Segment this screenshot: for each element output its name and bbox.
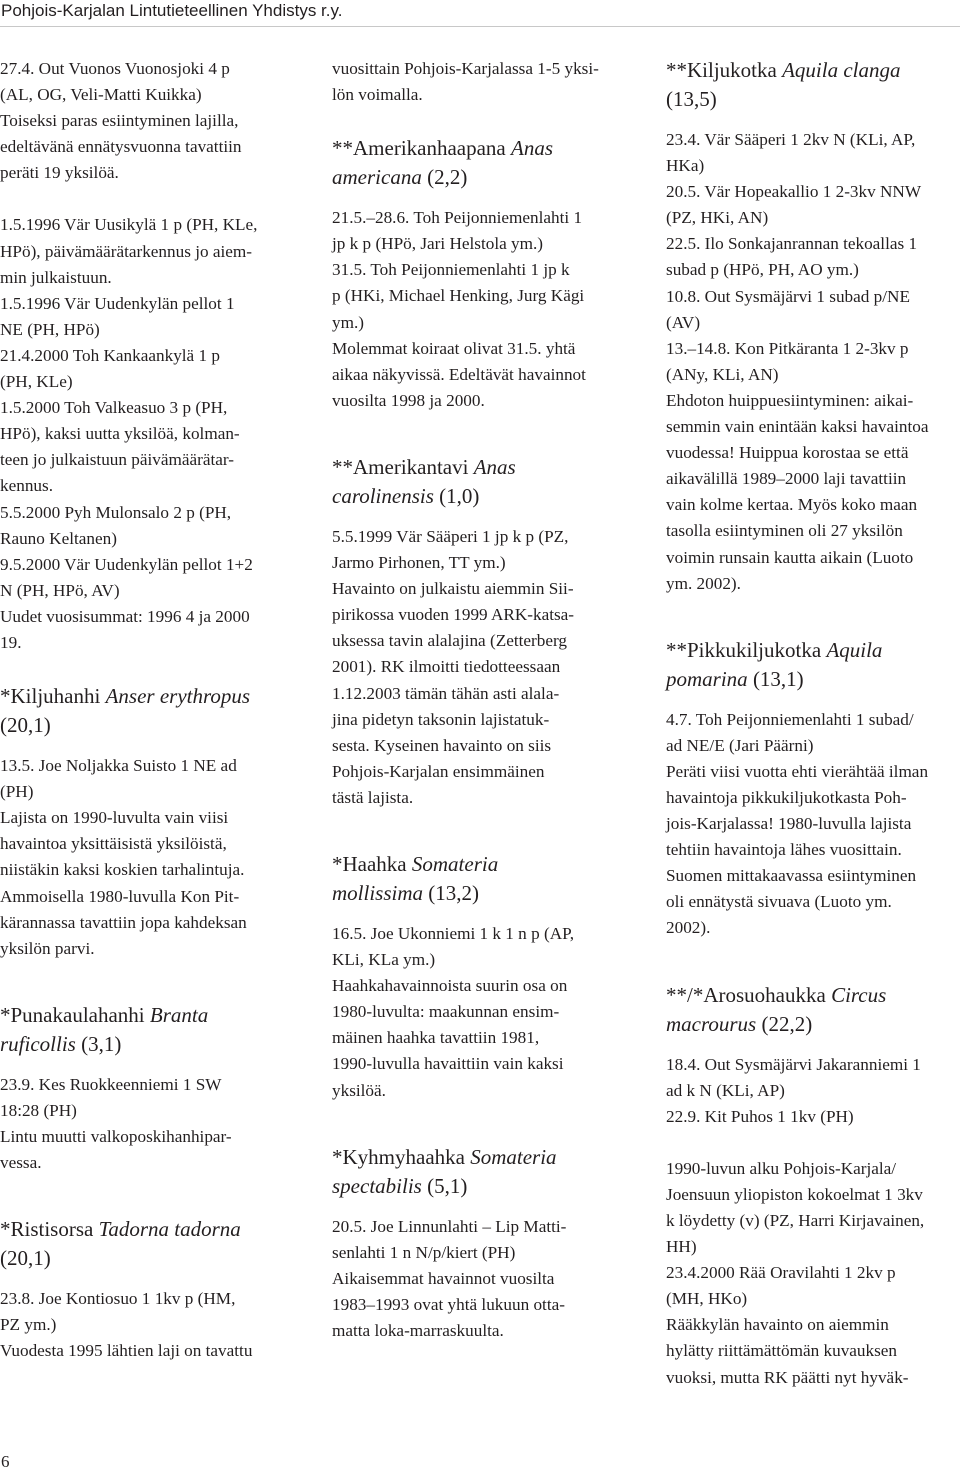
text-line: 5.5.2000 Pyh Mulonsalo 2 p (PH, <box>0 502 232 522</box>
paragraph <box>0 1286 300 1364</box>
text-line: tästä lajista. <box>332 787 414 807</box>
text-line: HPö), päivämäärätarkennus jo aiem- <box>0 241 252 261</box>
text-line: aikaa näkyvissä. Edeltävät havainnot <box>332 364 586 384</box>
text-line: 2001). RK ilmoitti tiedotteessaan <box>332 657 561 677</box>
text-line: vuosittain Pohjois-Karjalassa 1-5 yksi- <box>332 59 599 78</box>
paragraph <box>332 1214 630 1344</box>
text-line: sesta. Kyseinen havainto on siis <box>332 735 552 755</box>
text-line: (AL, OG, Veli-Matti Kuikka) <box>0 85 202 105</box>
text-line: lön voimalla. <box>332 85 423 105</box>
text-line: vuodessa! Huippua korostaa se että <box>666 443 909 463</box>
column-3 <box>666 56 960 1391</box>
text-line: 1990-luvulla havaittiin vain kaksi <box>332 1054 564 1074</box>
text-line: (ANy, KLi, AN) <box>666 364 779 384</box>
text-line: niistäkin kaksi koskien tarhalintuja. <box>0 860 245 880</box>
text-line: 1.5.2000 Toh Valkeasuo 3 p (PH, <box>0 398 228 418</box>
text-line: ym.) <box>332 312 364 332</box>
text-line: 18:28 (PH) <box>0 1100 77 1120</box>
text-line: voimin runsain kautta aikain (Luoto <box>666 547 914 567</box>
text-line: KLi, KLa ym.) <box>332 950 436 970</box>
text-line: oli ennätystä sivuava (Luoto ym. <box>666 892 892 912</box>
text-line: vuoksi, mutta RK päätti nyt hyväk- <box>666 1367 909 1387</box>
text-line: Rääkkylän havainto on aiemmin <box>666 1315 889 1335</box>
species-heading: **Amerikanhaapana Anas americana (2,2) <box>332 136 554 190</box>
text-line: ad k N (KLi, AP) <box>666 1080 785 1100</box>
text-line: Toiseksi paras esiintyminen lajilla, <box>0 111 239 131</box>
text-line: vuosilta 1998 ja 2000. <box>332 390 485 410</box>
text-line: kärannassa tavattiin jopa kahdeksan <box>0 912 247 932</box>
paragraph <box>332 205 630 414</box>
species-heading: **Kiljukotka Aquila clanga (13,5) <box>666 58 901 111</box>
paragraph <box>332 56 630 108</box>
text-line: k löydetty (v) (PZ, Harri Kirjavainen, <box>666 1211 925 1230</box>
paragraph <box>0 212 300 656</box>
text-line: 19. <box>0 632 22 652</box>
text-line: subad p (HPö, PH, AO ym.) <box>666 260 859 280</box>
text-line: Havainto on julkaistu aiemmin Sii- <box>332 579 574 599</box>
text-line: vessa. <box>0 1153 42 1173</box>
text-line: Rauno Keltanen) <box>0 528 117 548</box>
text-line: ad NE/E (Jari Päärni) <box>666 735 814 755</box>
text-line: 1.5.1996 Vär Uusikylä 1 p (PH, KLe, <box>0 215 258 235</box>
species-heading: *Kyhmyhaahka Somateria spectabilis (5,1) <box>332 1144 557 1198</box>
species-heading: **Pikkukiljukotka Aquila pomarina (13,1) <box>666 637 883 691</box>
text-line: mäinen haahka tavattiin 1981, <box>332 1028 540 1048</box>
text-line: 13.–14.8. Kon Pitkäranta 1 2-3kv p <box>666 338 909 358</box>
text-line: tasolla esiintyminen oli 27 yksilön <box>666 521 903 541</box>
text-line: (AV) <box>666 312 701 332</box>
text-line: 23.9. Kes Ruokkeenniemi 1 SW <box>0 1074 222 1094</box>
species-heading: *Haahka Somateria mollissima (13,2) <box>332 851 499 905</box>
text-line: kennus. <box>0 476 53 496</box>
text-line: yksilön parvi. <box>0 938 95 958</box>
text-line: min julkaistuun. <box>0 267 112 287</box>
species-heading: *Ristisorsa Tadorna tadorna (20,1) <box>0 1217 241 1271</box>
species-heading: **/*Arosuohaukka Circus macrourus (22,2) <box>666 982 887 1036</box>
species-heading: **Amerikantavi Anas carolinensis (1,0) <box>332 454 516 508</box>
text-line: Aikaisemmat havainnot vuosilta <box>332 1268 555 1288</box>
text-line: semmin vain enintään kaksi havaintoa <box>666 417 929 437</box>
paragraph <box>666 1156 960 1391</box>
text-line: Vuodesta 1995 lähtien laji on tavattu <box>0 1341 253 1361</box>
text-line: 4.7. Toh Peijonniemenlahti 1 subad/ <box>666 709 914 729</box>
text-line: tehtiin havaintoja lähes vuosittain. <box>666 840 902 860</box>
paragraph <box>0 753 300 962</box>
text-line: Pohjois-Karjalan ensimmäinen <box>332 761 545 781</box>
text-line: 20.5. Vär Hopeakallio 1 2-3kv NNW <box>666 182 922 202</box>
text-line: (PH, KLe) <box>0 372 73 392</box>
text-line: HKa) <box>666 156 705 176</box>
text-line: 20.5. Joe Linnunlahti – Lip Matti- <box>332 1216 567 1236</box>
paragraph <box>0 1072 300 1176</box>
text-line: jois-Karjalassa! 1980-luvulla lajista <box>666 814 912 834</box>
column-1 <box>0 56 300 1364</box>
text-line: PZ ym.) <box>0 1315 57 1335</box>
text-line: hylätty riittämättömän kuvauksen <box>666 1341 898 1361</box>
text-line: vain kolme kertaa. Myös koko maan <box>666 495 918 515</box>
text-line: senlahti 1 n N/p/kiert (PH) <box>332 1242 516 1262</box>
text-line: Peräti viisi vuotta ehti vierähtää ilman <box>666 761 929 781</box>
text-line: matta loka-marraskuulta. <box>332 1321 504 1340</box>
text-line: havaintoja pikkukiljukotkasta Poh- <box>666 787 907 807</box>
text-line: Uudet vuosisummat: 1996 4 ja 2000 <box>0 606 250 626</box>
text-line: Suomen mittakaavassa esiintyminen <box>666 866 917 886</box>
text-line: (PZ, HKi, AN) <box>666 208 769 228</box>
text-line: Jarmo Pirhonen, TT ym.) <box>332 553 506 573</box>
text-line: 31.5. Toh Peijonniemenlahti 1 jp k <box>332 260 570 280</box>
text-line: p (HKi, Michael Henking, Jurg Kägi <box>332 286 585 306</box>
text-line: Joensuun yliopiston kokoelmat 1 3kv <box>666 1184 923 1204</box>
text-line: Lintu muutti valkoposkihanhipar- <box>0 1127 232 1146</box>
text-line: uksessa tavin alalajina (Zetterberg <box>332 631 567 651</box>
text-line: 22.9. Kit Puhos 1 1kv (PH) <box>666 1106 854 1126</box>
text-line: 16.5. Joe Ukonniemi 1 k 1 n p (AP, <box>332 923 575 943</box>
paragraph <box>0 56 300 186</box>
paragraph <box>666 127 960 597</box>
text-line: yksilöä. <box>332 1080 386 1100</box>
text-line: 1.5.1996 Vär Uudenkylän pellot 1 <box>0 293 235 313</box>
paragraph <box>332 921 630 1104</box>
text-line: 23.4. Vär Sääperi 1 2kv N (KLi, AP, <box>666 130 916 149</box>
text-line: 21.4.2000 Toh Kankaankylä 1 p <box>0 345 220 365</box>
page-number: 6 <box>1 1452 10 1471</box>
text-line: NE (PH, HPö) <box>0 319 100 339</box>
page-header: Pohjois-Karjalan Lintutieteellinen Yhdistys r.y. <box>0 0 960 27</box>
text-line: (MH, HKo) <box>666 1289 748 1309</box>
text-line: 18.4. Out Sysmäjärvi Jakaranniemi 1 <box>666 1054 921 1074</box>
text-line: pirikossa vuoden 1999 ARK-katsa- <box>332 605 575 625</box>
text-line: (PH) <box>0 782 34 802</box>
text-line: jina pidetyn taksonin lajistatuk- <box>332 709 550 729</box>
text-line: 5.5.1999 Vär Sääperi 1 jp k p (PZ, <box>332 526 569 546</box>
paragraph <box>666 1052 960 1130</box>
text-line: HPö), kaksi uutta yksilöä, kolman- <box>0 424 240 444</box>
text-line: Lajista on 1990-luvulta vain viisi <box>0 808 229 828</box>
text-line: 23.4.2000 Rää Oravilahti 1 2kv p <box>666 1263 896 1283</box>
text-line: 1.12.2003 tämän tähän asti alala- <box>332 683 560 703</box>
text-line: aikavälillä 1989–2000 laji tavattiin <box>666 469 907 489</box>
text-line: 9.5.2000 Vär Uudenkylän pellot 1+2 <box>0 554 253 574</box>
text-line: 1990-luvun alku Pohjois-Karjala/ <box>666 1158 897 1178</box>
text-line: 23.8. Joe Kontiosuo 1 1kv p (HM, <box>0 1289 236 1309</box>
text-line: Haahkahavainnoista suurin osa on <box>332 976 568 996</box>
paragraph <box>332 524 630 811</box>
text-line: jp k p (HPö, Jari Helstola ym.) <box>332 234 544 254</box>
paragraph <box>666 707 960 942</box>
text-line: 13.5. Joe Noljakka Suisto 1 NE ad <box>0 756 237 776</box>
text-line: Molemmat koiraat olivat 31.5. yhtä <box>332 338 576 358</box>
text-line: edeltävänä ennätysvuonna tavattiin <box>0 137 242 157</box>
text-line: teen jo julkaistuun päivämäärätar- <box>0 450 234 470</box>
text-line: 22.5. Ilo Sonkajanrannan tekoallas 1 <box>666 234 918 254</box>
text-line: HH) <box>666 1237 697 1257</box>
species-heading: *Kiljuhanhi Anser erythropus (20,1) <box>0 684 251 738</box>
text-line: 1983–1993 ovat yhtä lukuun otta- <box>332 1294 565 1314</box>
text-line: 1980-luvulta: maakunnan ensim- <box>332 1002 560 1022</box>
text-line: 2002). <box>666 918 711 938</box>
column-2 <box>332 56 630 1344</box>
text-line: 21.5.–28.6. Toh Peijonniemenlahti 1 <box>332 208 583 228</box>
species-heading: *Punakaulahanhi Branta ruficollis (3,1) <box>0 1002 209 1056</box>
text-line: ym. 2002). <box>666 573 741 593</box>
text-line: 27.4. Out Vuonos Vuonosjoki 4 p <box>0 59 230 78</box>
text-line: Ehdoton huippuesiintyminen: aikai- <box>666 390 914 410</box>
text-line: peräti 19 yksilöä. <box>0 163 119 183</box>
text-line: Ammoisella 1980-luvulla Kon Pit- <box>0 886 240 906</box>
text-line: 10.8. Out Sysmäjärvi 1 subad p/NE <box>666 286 910 306</box>
text-line: N (PH, HPö, AV) <box>0 580 120 600</box>
text-line: havaintoa yksittäisistä yksilöistä, <box>0 834 227 854</box>
